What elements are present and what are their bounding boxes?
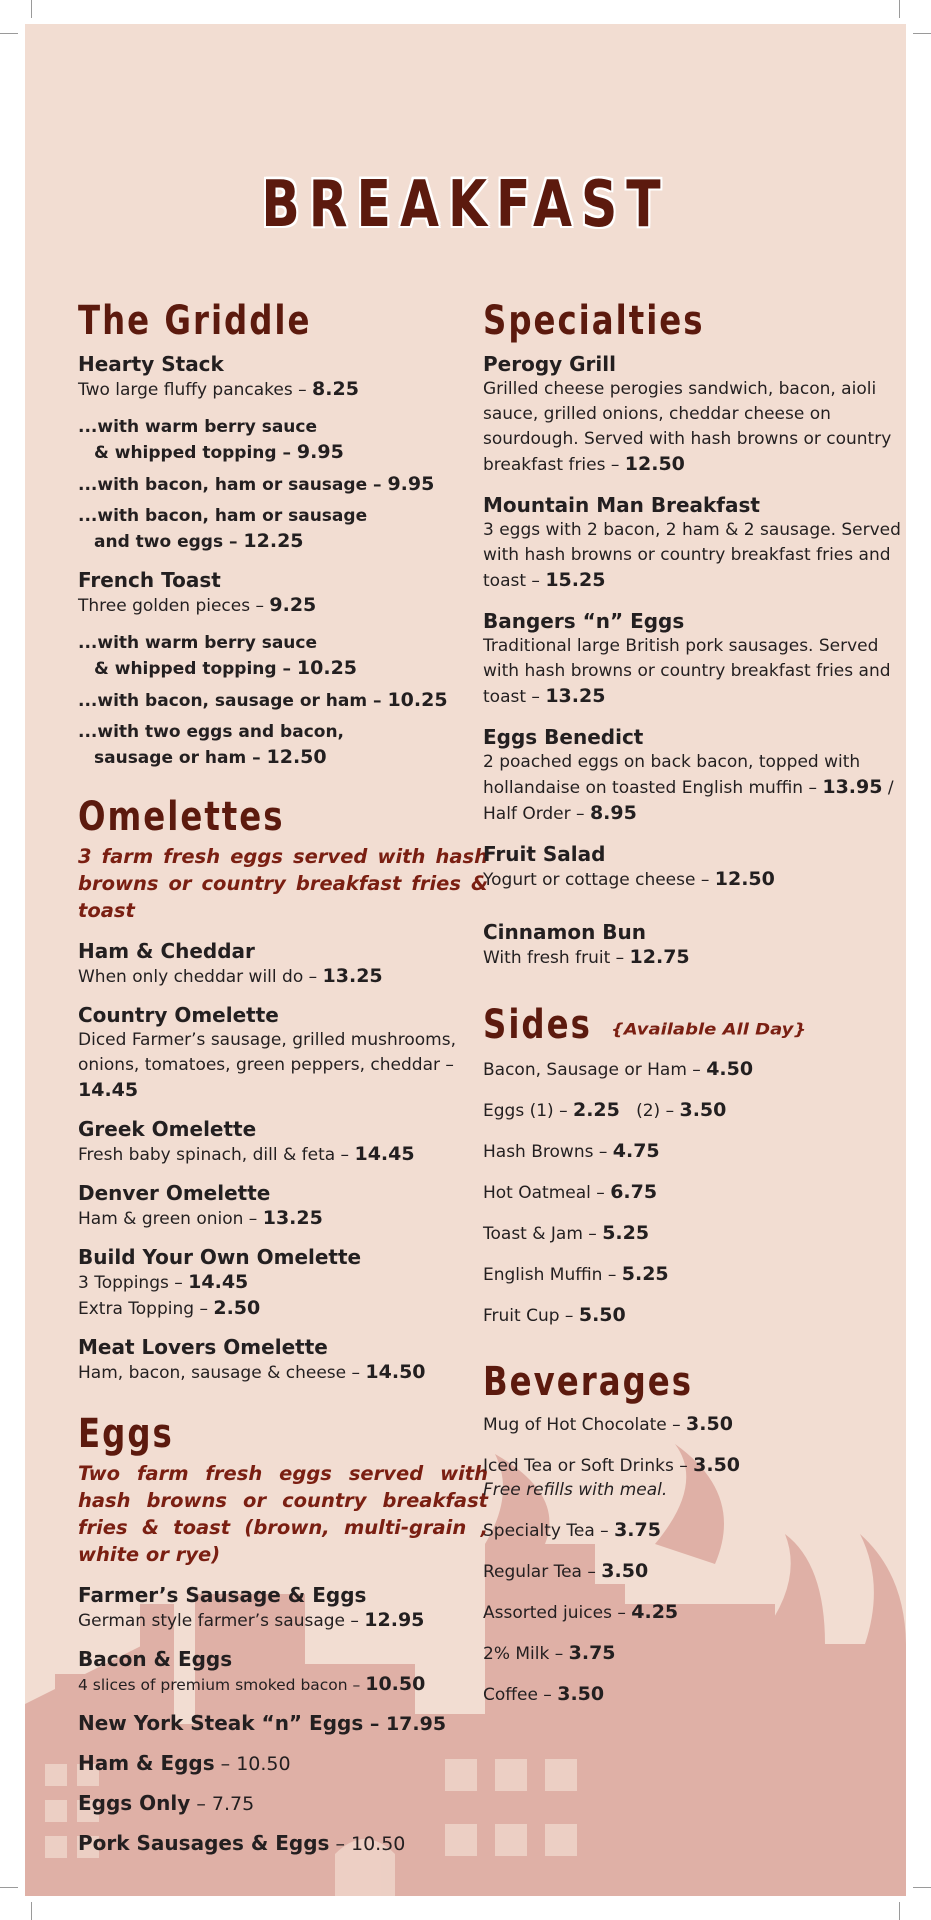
menu-item (78, 1116, 488, 1168)
item-name: French Toast (78, 568, 221, 592)
item-name: Build Your Own Omelette (78, 1245, 362, 1269)
crop-mark (913, 33, 931, 34)
section-title-beverages: Beverages (483, 1359, 694, 1406)
item-desc: 4 slices of premium smoked bacon – 10.50 (78, 1673, 426, 1695)
menu-item (78, 351, 488, 403)
item-name: Fruit Salad (483, 842, 606, 866)
item-option: ...with two eggs and bacon, sausage or ham – 12.50 (78, 722, 345, 768)
menu-item: 2% Milk – 3.75 (483, 1642, 616, 1664)
crop-mark (0, 1887, 18, 1888)
item-desc: Grilled cheese perogies sandwich, bacon, aioli sauce, grilled onions, cheddar cheese on sourdough. Served with hash browns or country breakfast fries – 12.50 (483, 379, 892, 475)
menu-item: Specialty Tea – 3.75 (483, 1519, 661, 1541)
crop-mark (0, 33, 18, 34)
item-desc: 3 Toppings – 14.45 (78, 1271, 249, 1293)
item-desc: When only cheddar will do – 13.25 (78, 965, 383, 987)
item-desc: Extra Topping – 2.50 (78, 1297, 261, 1319)
item-desc: Two large fluffy pancakes – 8.25 (78, 378, 359, 400)
section-title-specialties: Specialties (483, 298, 705, 345)
item-desc: German style farmer’s sausage – 12.95 (78, 1609, 425, 1631)
left-column (78, 297, 488, 1870)
crop-mark (899, 1902, 900, 1920)
item-desc: Fresh baby spinach, dill & feta – 14.45 (78, 1143, 415, 1165)
menu-item: Hot Oatmeal – 6.75 (483, 1181, 658, 1203)
menu-item: Ham & Eggs – 10.50 (78, 1751, 291, 1775)
item-desc: With fresh fruit – 12.75 (483, 946, 690, 968)
menu-item (78, 938, 488, 990)
crop-mark (913, 1887, 931, 1888)
menu-item: Eggs Only – 7.75 (78, 1791, 255, 1815)
item-name: Cinnamon Bun (483, 920, 647, 944)
menu-item: Coffee – 3.50 (483, 1683, 605, 1705)
item-desc: 2 poached eggs on back bacon, topped with hollandaise on toasted English muffin – 13.95 / Half Order – 8.95 (483, 752, 894, 824)
item-option: ...with warm berry sauce & whipped topping – 10.25 (78, 633, 358, 679)
menu-item (78, 567, 488, 619)
menu-item: Eggs (1) – 2.25 (2) – 3.50 (483, 1099, 727, 1121)
menu-item: Iced Tea or Soft Drinks – 3.50 Free refills with meal. (483, 1453, 903, 1502)
item-name: Bacon & Eggs (78, 1647, 233, 1671)
item-name: Eggs Benedict (483, 725, 644, 749)
menu-item (483, 351, 903, 478)
item-option: ...with bacon, sausage or ham – 10.25 (78, 689, 448, 711)
item-price: 8.25 (312, 378, 359, 400)
menu-item (483, 841, 903, 893)
menu-item: Pork Sausages & Eggs – 10.50 (78, 1831, 406, 1855)
menu-item: English Muffin – 5.25 (483, 1263, 669, 1285)
section-title-griddle: The Griddle (78, 298, 312, 345)
item-desc: Yogurt or cottage cheese – 12.50 (483, 868, 775, 890)
item-desc: Ham & green onion – 13.25 (78, 1207, 323, 1229)
menu-item (78, 1002, 488, 1104)
menu-item: Fruit Cup – 5.50 (483, 1304, 626, 1326)
menu-item (483, 492, 903, 594)
section-title-sides: Sides (483, 1002, 592, 1049)
item-name: Perogy Grill (483, 352, 616, 376)
item-option: ...with bacon, ham or sausage – 9.95 (78, 473, 435, 495)
item-note: Free refills with meal. (483, 1480, 668, 1500)
crop-mark (899, 0, 900, 18)
section-title-omelettes: Omelettes (78, 794, 285, 841)
menu-item: Toast & Jam – 5.25 (483, 1222, 650, 1244)
item-name: Hearty Stack (78, 352, 224, 376)
menu-item (78, 1646, 488, 1698)
item-name: Farmer’s Sausage & Eggs (78, 1583, 367, 1607)
item-option: ...with warm berry sauce & whipped topping – 9.95 (78, 417, 344, 463)
menu-item (78, 1334, 488, 1386)
section-title-eggs: Eggs (78, 1411, 174, 1458)
page-title: BREAKFAST (261, 167, 670, 242)
menu-item (483, 919, 903, 971)
sides-header (483, 1001, 903, 1049)
section-note: {Available All Day} (610, 1020, 807, 1039)
menu-panel (25, 24, 906, 1896)
menu-item: Hash Browns – 4.75 (483, 1140, 660, 1162)
menu-item: New York Steak “n” Eggs – 17.95 (78, 1711, 447, 1735)
section-note: 3 farm fresh eggs served with hash browns or country breakfast fries & toast (78, 845, 488, 922)
item-name: Bangers “n” Eggs (483, 609, 685, 633)
menu-item: Bacon, Sausage or Ham – 4.50 (483, 1058, 754, 1080)
menu-item (483, 608, 903, 710)
menu-item: Regular Tea – 3.50 (483, 1560, 649, 1582)
crop-mark (31, 0, 32, 18)
menu-item: Assorted juices – 4.25 (483, 1601, 679, 1623)
section-note: Two farm fresh eggs served with hash browns or country breakfast fries & toast (brown, multi-grain , white or rye) (78, 1462, 488, 1566)
item-desc: Ham, bacon, sausage & cheese – 14.50 (78, 1361, 426, 1383)
crop-mark (31, 1902, 32, 1920)
item-name: Meat Lovers Omelette (78, 1335, 328, 1359)
menu-item (483, 724, 903, 827)
item-name: Greek Omelette (78, 1117, 257, 1141)
item-desc: Diced Farmer’s sausage, grilled mushrooms, onions, tomatoes, green peppers, cheddar – 14.45 (78, 1030, 457, 1101)
menu-item (78, 1180, 488, 1232)
item-name: Mountain Man Breakfast (483, 493, 760, 517)
item-option: ...with bacon, ham or sausage and two eggs – 12.25 (78, 506, 368, 552)
item-name: Denver Omelette (78, 1181, 271, 1205)
item-price: 9.25 (269, 594, 317, 616)
item-desc: Three golden pieces – 9.25 (78, 594, 317, 616)
right-column (483, 297, 903, 1723)
menu-item (78, 1582, 488, 1634)
menu-item: Mug of Hot Chocolate – 3.50 (483, 1413, 733, 1435)
item-desc: 3 eggs with 2 bacon, 2 ham & 2 sausage. Served with hash browns or country breakfast fries and toast – 15.25 (483, 520, 901, 591)
menu-item (78, 1244, 488, 1322)
item-desc: Traditional large British pork sausages. Served with hash browns or country breakfast fries and toast – 13.25 (483, 636, 891, 707)
item-name: Country Omelette (78, 1003, 279, 1027)
item-name: Ham & Cheddar (78, 939, 255, 963)
